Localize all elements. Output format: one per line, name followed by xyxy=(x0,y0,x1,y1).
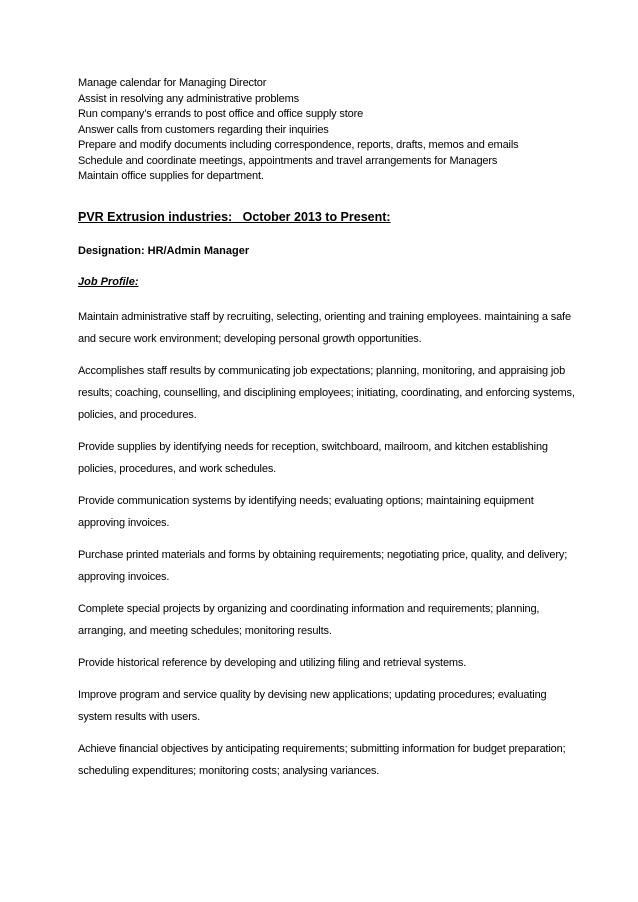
designation: Designation: HR/Admin Manager xyxy=(78,245,250,257)
job-profile-paragraph: Accomplishes staff results by communicating job expectations; planning, monitoring, and appraising job results; coaching, counselling, and disciplining employees; initiating, coordinating, and enforcing systems, policies, and procedures. xyxy=(78,365,575,421)
duty-line: Manage calendar for Managing Director xyxy=(78,77,267,89)
duty-line: Run company’s errands to post office and office supply store xyxy=(78,108,364,120)
duty-line: Answer calls from customers regarding their inquiries xyxy=(78,123,329,136)
job-profile-paragraph: Complete special projects by organizing and coordinating information and requirements; planning, arranging, and meeting schedules; monitoring results. xyxy=(78,603,540,637)
company-heading: PVR Extrusion industries: October 2013 to Present: xyxy=(78,210,391,224)
duty-line: Maintain office supplies for department. xyxy=(78,170,264,182)
prior-duties-list xyxy=(78,76,598,185)
job-profile-paragraph: Provide supplies by identifying needs for reception, switchboard, mailroom, and kitchen establishing policies, procedures, and work schedules. xyxy=(78,441,548,475)
duty-line: Schedule and coordinate meetings, appointments and travel arrangements for Managers xyxy=(78,154,498,167)
job-profile-paragraph: Achieve financial objectives by anticipating requirements; submitting information for budget preparation; scheduling expenditures; monitoring costs; analysing variances. xyxy=(78,743,566,777)
job-profile-paragraph: Improve program and service quality by devising new applications; updating procedures; evaluating system results with users. xyxy=(78,689,547,723)
job-profile-paragraph: Provide historical reference by developing and utilizing filing and retrieval systems. xyxy=(78,657,467,669)
duty-line: Prepare and modify documents including correspondence, reports, drafts, memos and emails xyxy=(78,139,519,151)
job-profile-paragraph: Purchase printed materials and forms by obtaining requirements; negotiating price, quality, and delivery; approving invoices. xyxy=(78,549,568,583)
job-profile-paragraph: Provide communication systems by identifying needs; evaluating options; maintaining equipment approving invoices. xyxy=(78,495,534,529)
job-profile-paragraph: Maintain administrative staff by recruiting, selecting, orienting and training employees. maintaining a safe and secure work environment; developing personal growth opportunities. xyxy=(78,311,571,345)
duty-line: Assist in resolving any administrative problems xyxy=(78,92,299,105)
job-profile-heading: Job Profile: xyxy=(78,276,139,288)
job-profile-paragraphs xyxy=(78,306,578,792)
